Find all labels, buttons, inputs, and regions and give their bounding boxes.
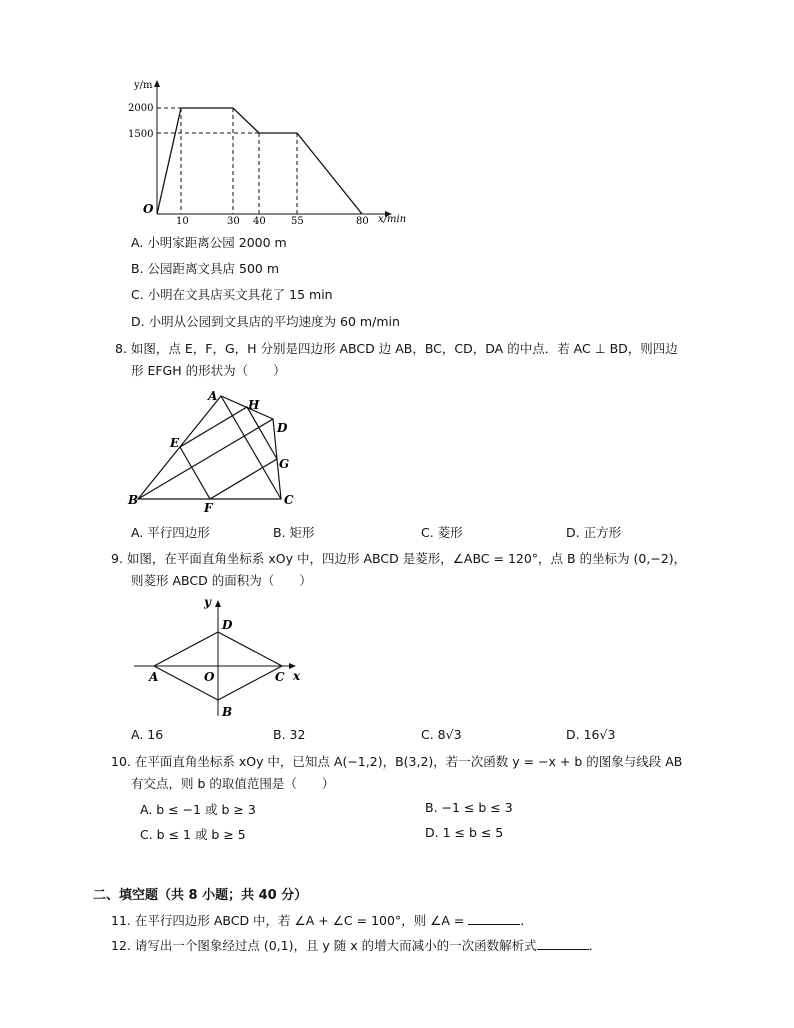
section-heading: 二、填空题（共 8 小题；共 40 分） bbox=[93, 888, 308, 903]
q8-quadrilateral-figure bbox=[124, 388, 304, 514]
y-tick-1500: 1500 bbox=[128, 129, 154, 140]
y-axis-arrow bbox=[215, 600, 221, 607]
y-axis-arrow bbox=[154, 80, 160, 87]
y-axis-label: y/m bbox=[134, 80, 153, 91]
diagonal-bd bbox=[138, 419, 273, 499]
q9-option-c[interactable]: C. 8√3 bbox=[421, 727, 462, 742]
origin-label: O bbox=[143, 202, 154, 216]
label-o: O bbox=[204, 670, 215, 684]
label-d: D bbox=[222, 618, 233, 632]
q11-stem bbox=[111, 911, 533, 931]
q7-option-b[interactable]: B. 公园距离文具店 500 m bbox=[131, 261, 280, 276]
q8-option-a[interactable]: A. 平行四边形 bbox=[131, 525, 210, 540]
label-g: G bbox=[279, 457, 290, 471]
q9-option-a[interactable]: A. 16 bbox=[131, 727, 164, 742]
x-tick-10: 10 bbox=[176, 216, 189, 226]
q11-answer-blank[interactable] bbox=[468, 912, 520, 925]
x-axis-label: x/min bbox=[378, 214, 407, 225]
q9-option-d[interactable]: D. 16√3 bbox=[566, 727, 616, 742]
x-tick-30: 30 bbox=[227, 216, 240, 226]
q12-stem bbox=[111, 936, 601, 956]
q7-option-c[interactable]: C. 小明在文具店买文具花了 15 min bbox=[131, 287, 333, 302]
q10-option-c[interactable]: C. b ≤ 1 或 b ≥ 5 bbox=[140, 827, 246, 842]
label-f: F bbox=[204, 501, 213, 514]
q8-option-b[interactable]: B. 矩形 bbox=[273, 525, 315, 540]
q12-end: ． bbox=[588, 938, 602, 953]
label-d: D bbox=[277, 421, 288, 435]
x-tick-55: 55 bbox=[291, 216, 304, 226]
label-y: y bbox=[204, 595, 211, 609]
q8-stem-line1: 8. 如图，点 E，F，G，H 分别是四边形 ABCD 边 AB，BC，CD，DA 的中点．若 AC ⊥ BD，则四边 bbox=[115, 341, 678, 356]
q9-option-b[interactable]: B. 32 bbox=[273, 727, 306, 742]
q10-stem-line1: 10. 在平面直角坐标系 xOy 中，已知点 A(−1,2)，B(3,2)，若一次函数 y = −x + b 的图象与线段 AB bbox=[111, 754, 683, 769]
q10-stem-line2: 有交点，则 b 的取值范围是（ ） bbox=[131, 776, 335, 791]
x-tick-40: 40 bbox=[253, 216, 266, 226]
q12-answer-blank[interactable] bbox=[537, 937, 589, 950]
label-a: A bbox=[208, 389, 218, 403]
label-c: C bbox=[275, 670, 285, 684]
y-tick-2000: 2000 bbox=[128, 103, 154, 114]
q7-option-a[interactable]: A. 小明家距离公园 2000 m bbox=[131, 235, 287, 250]
q9-stem-line1: 9. 如图，在平面直角坐标系 xOy 中，四边形 ABCD 是菱形，∠ABC = 120°，点 B 的坐标为 (0,−2)， bbox=[111, 551, 687, 566]
q10-option-a[interactable]: A. b ≤ −1 或 b ≥ 3 bbox=[140, 802, 256, 817]
label-b: B bbox=[222, 705, 233, 719]
quad-efgh bbox=[180, 407, 277, 499]
q9-stem-line2: 则菱形 ABCD 的面积为（ ） bbox=[131, 573, 312, 588]
q11-text: 11. 在平行四边形 ABCD 中，若 ∠A + ∠C = 100°，则 ∠A = bbox=[111, 913, 469, 928]
q9-rhombus-figure bbox=[130, 594, 310, 722]
q12-text: 12. 请写出一个图象经过点 (0,1)，且 y 随 x 的增大而减小的一次函数解析式 bbox=[111, 938, 537, 953]
q11-end: ． bbox=[520, 913, 533, 928]
q8-stem-line2: 形 EFGH 的形状为（ ） bbox=[131, 363, 286, 378]
label-e: E bbox=[170, 436, 180, 450]
label-b: B bbox=[128, 493, 139, 507]
q7-distance-time-chart bbox=[120, 76, 410, 226]
q7-option-d[interactable]: D. 小明从公园到文具店的平均速度为 60 m/min bbox=[131, 314, 400, 329]
label-a: A bbox=[149, 670, 159, 684]
label-c: C bbox=[284, 493, 294, 507]
x-tick-80: 80 bbox=[356, 216, 369, 226]
label-h: H bbox=[248, 398, 260, 412]
q10-option-b[interactable]: B. −1 ≤ b ≤ 3 bbox=[425, 800, 513, 815]
label-x: x bbox=[293, 669, 301, 683]
q8-option-d[interactable]: D. 正方形 bbox=[566, 525, 622, 540]
q8-option-c[interactable]: C. 菱形 bbox=[421, 525, 463, 540]
q10-option-d[interactable]: D. 1 ≤ b ≤ 5 bbox=[425, 825, 504, 840]
quad-abcd bbox=[138, 396, 281, 499]
